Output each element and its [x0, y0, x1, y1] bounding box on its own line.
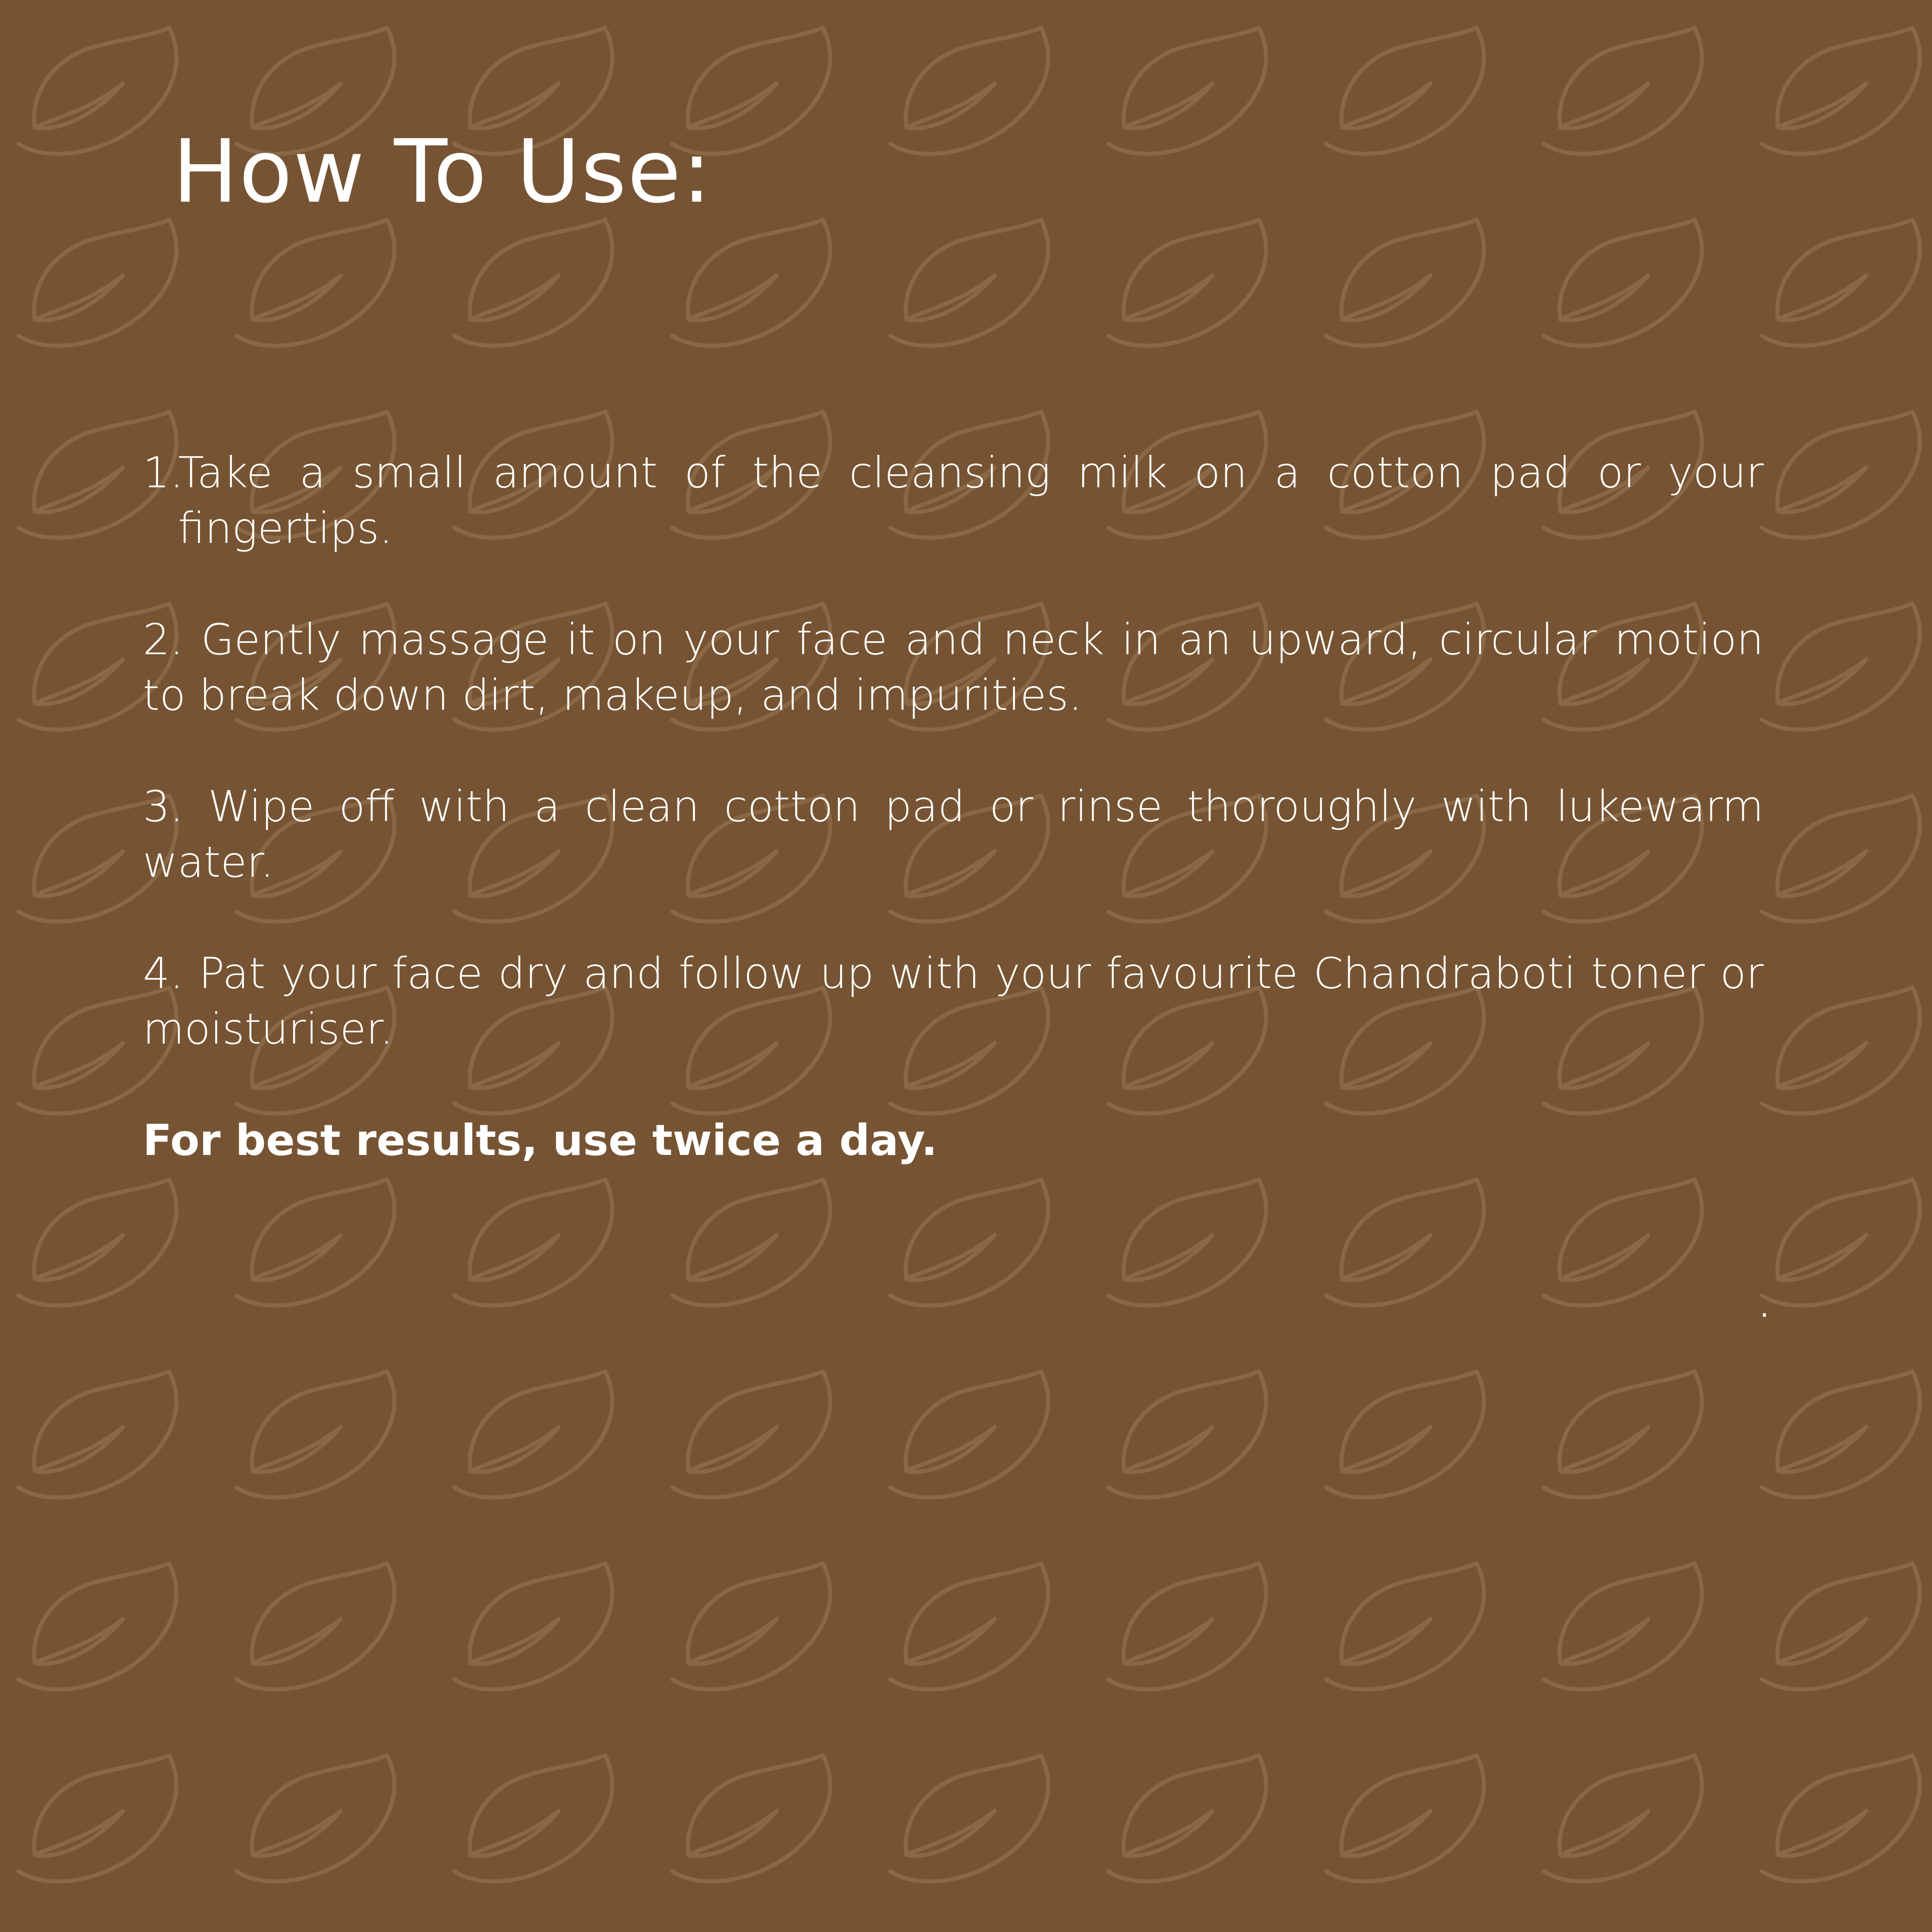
instruction-steps	[143, 445, 1764, 1113]
step-body: Gently massage it on your face and neck in an upward, circular motion to break down dirt, makeup, and impurities.	[143, 615, 1764, 720]
step-body: Pat your face dry and follow up with your favourite Chandraboti toner or moisturiser.	[143, 949, 1764, 1054]
step-number: 4.	[143, 949, 184, 998]
usage-tip: For best results, use twice a day.	[143, 1116, 937, 1165]
step-text	[143, 612, 1764, 723]
stray-dot: .	[1760, 1291, 1769, 1324]
step-number: 2.	[143, 615, 184, 664]
step-text	[143, 946, 1764, 1057]
step-text	[143, 779, 1764, 890]
page-title: How To Use:	[172, 121, 713, 223]
step-text: Take a small amount of the cleansing milk on a cotton pad or your fingertips.	[178, 448, 1764, 553]
step-number: 1.	[143, 448, 184, 497]
step-body: Wipe off with a clean cotton pad or rinse thoroughly with lukewarm water.	[143, 782, 1764, 887]
step-number: 3.	[143, 782, 184, 831]
step-item	[143, 445, 1764, 556]
step-item	[143, 946, 1764, 1057]
step-item	[143, 612, 1764, 723]
step-item	[143, 779, 1764, 890]
